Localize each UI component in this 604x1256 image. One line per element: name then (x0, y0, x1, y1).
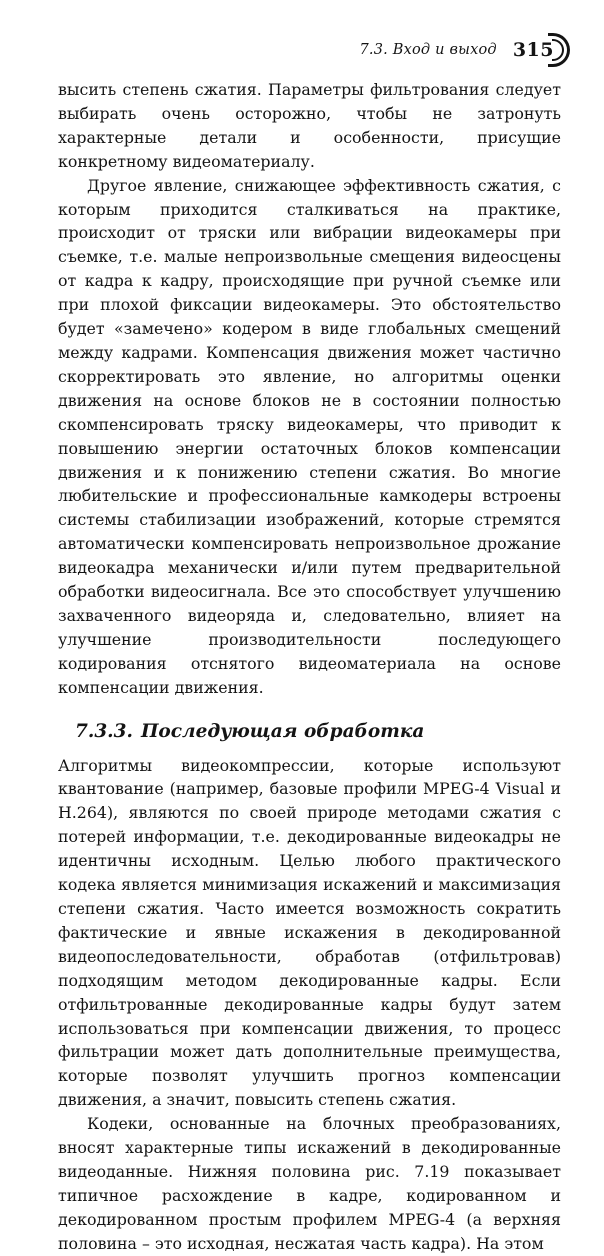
running-title: 7.3. Вход и выход (359, 42, 497, 58)
paragraph-postprocessing: Алгоритмы видеокомпрессии, которые используют квантование (например, базовые профили MPEG-4 Visual и H.264), являются по своей природе методами сжатия с потерей информации, т.е. декодированные видеокадры не идентичны исходным. Целью любого практического кодека является минимизация искажений и максимизация степени сжатия. Часто имеется возможность сократить фактические и явные искажения в декодированной видеопоследовательности, обработав (отфильтровав) подходящим методом декодированные кадры. Если отфильтрованные декодированные кадры будут затем использоваться при компенсации движения, то процесс фильтрации может дать дополнительные преимущества, которые позволят улучшить прогноз компенсации движения, а значит, повысить степень сжатия. (58, 755, 561, 1110)
section-number: 7.3.3. (75, 720, 133, 742)
page-number-badge (505, 35, 568, 65)
page-body (58, 78, 561, 1256)
page-header (359, 32, 568, 68)
page-number: 315 (512, 39, 554, 61)
section-title: Последующая обработка (140, 720, 425, 742)
paragraph-block-artifacts: Кодеки, основанные на блочных преобразованиях, вносят характерные типы искажений в декодированные видеоданные. Нижняя половина рис. 7.19 показывает типичное расхождение в кадре, кодированном и декодированном простым профилем MPEG-4 (а верхняя половина – это исходная, несжатая часть кадра). На этом (58, 1114, 561, 1253)
paragraph-continued: высить степень сжатия. Параметры фильтрования следует выбирать очень осторожно, чтобы не затронуть характерные детали и особенности, присущие конкретному видеоматериалу. (58, 80, 561, 171)
paragraph-camera-shake: Другое явление, снижающее эффективность сжатия, с которым приходится сталкиваться на практике, происходит от тряски или вибрации видеокамеры при съемке, т.е. малые непроизвольные смещения видеосцены от кадра к кадру, происходящие при ручной съемке или при плохой фиксации видеокамеры. Это обстоятельство будет «замечено» кодером в виде глобальных смещений между кадрами. Компенсация движения может частично скорректировать это явление, но алгоритмы оценки движения на основе блоков не в состоянии полностью скомпенсировать тряску видеокамеры, что приводит к повышению энергии остаточных блоков компенсации движения и к понижению степени сжатия. Во многие любительские и профессиональные камкодеры встроены системы стабилизации изображений, которые стремятся автоматически компенсировать непроизвольное дрожание видеокадра механически и/или путем предварительной обработки видеосигнала. Все это способствует улучшению захваченного видеоряда и, следовательно, влияет на улучшение производительности последующего кодирования отснятого видеоматериала на основе компенсации движения. (58, 175, 561, 697)
section-heading (75, 720, 561, 744)
